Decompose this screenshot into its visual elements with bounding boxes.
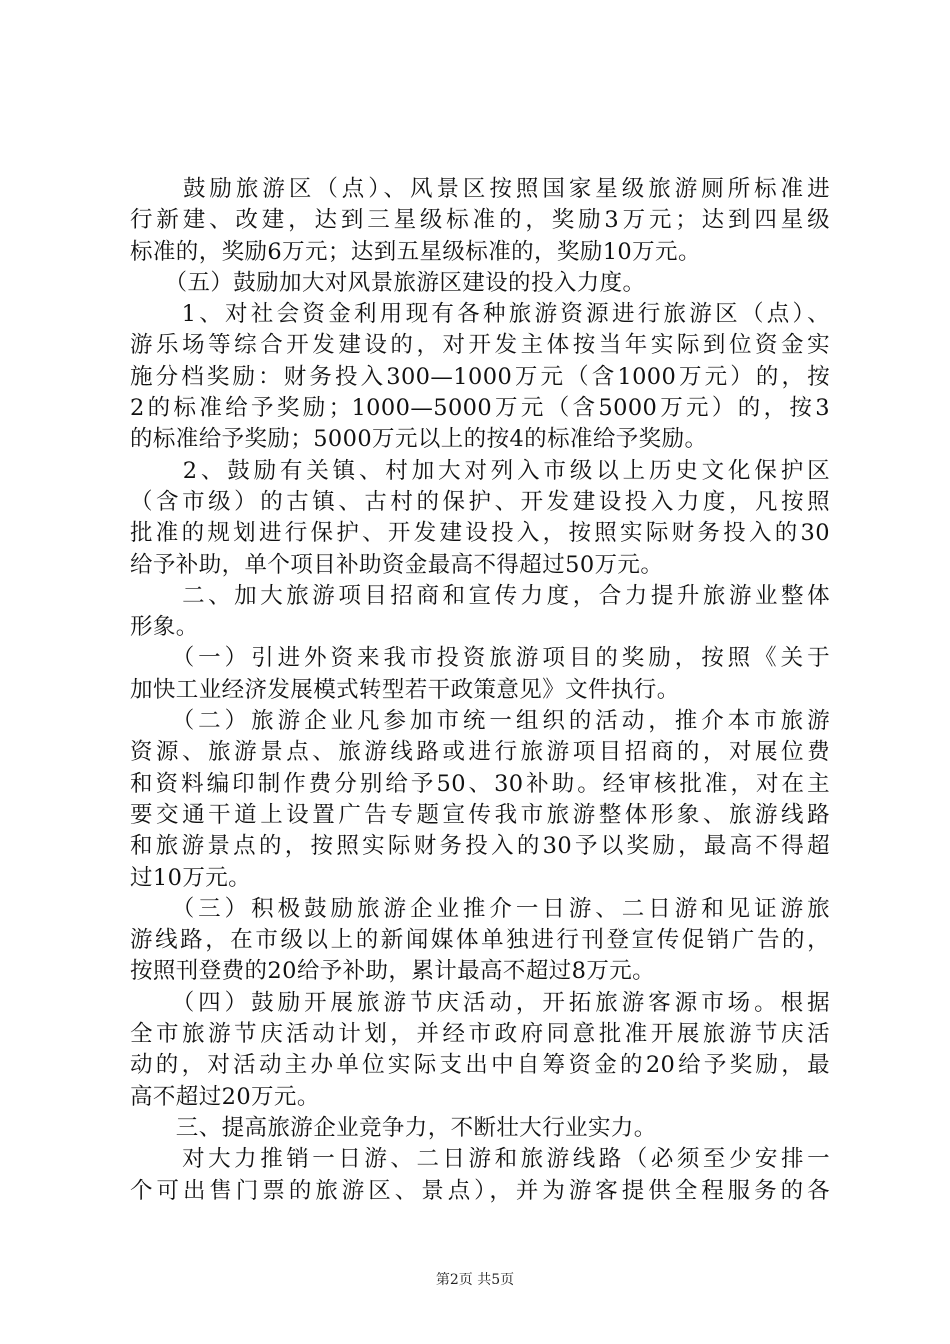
text-line: 2、鼓励有关镇、村加大对列入市级以上历史文化保护区 [130,457,830,484]
text-line: 加快工业经济发展模式转型若干政策意见》文件执行。 [130,676,680,703]
text-line: （四）鼓励开展旅游节庆活动，开拓旅游客源市场。根据 [130,989,830,1016]
text-line: 动的，对活动主办单位实际支出中自筹资金的20给予奖励，最 [130,1052,830,1079]
text-line: 要交通干道上设置广告专题宣传我市旅游整体形象、旅游线路 [130,801,830,828]
text-line: 和资料编印制作费分别给予50、30补助。经审核批准，对在主 [130,770,830,797]
text-line: 游线路，在市级以上的新闻媒体单独进行刊登宣传促销广告的， [130,927,830,954]
text-line: 按照刊登费的20给予补助，累计最高不超过8万元。 [130,958,656,985]
text-line: 行新建、改建，达到三星级标准的，奖励3万元；达到四星级 [130,207,830,234]
text-line: （三）积极鼓励旅游企业推介一日游、二日游和见证游旅 [130,895,830,922]
text-line: 1、对社会资金利用现有各种旅游资源进行旅游区（点）、 [130,301,830,328]
text-line: 高不超过20万元。 [130,1083,320,1110]
text-line: （一）引进外资来我市投资旅游项目的奖励，按照《关于 [130,645,830,672]
text-line: 的标准给予奖励；5000万元以上的按4的标准给予奖励。 [130,426,708,453]
text-line: 资源、旅游景点、旅游线路或进行旅游项目招商的，对展位费 [130,739,830,766]
text-line: 和旅游景点的，按照实际财务投入的30予以奖励，最高不得超 [130,833,830,860]
document-body [130,174,830,1207]
text-line: 对大力推销一日游、二日游和旅游线路（必须至少安排一 [130,1146,830,1173]
text-line: 给予补助，单个项目补助资金最高不得超过50万元。 [130,551,664,578]
text-line: 三、提高旅游企业竞争力，不断壮大行业实力。 [130,1114,657,1141]
text-line: （五）鼓励加大对风景旅游区建设的投入力度。 [130,269,646,296]
text-line: 形象。 [130,614,199,641]
text-line: 2的标准给予奖励；1000—5000万元（含5000万元）的，按3 [130,395,830,422]
text-line: 个可出售门票的旅游区、景点），并为游客提供全程服务的各 [130,1177,830,1204]
text-line: 游乐场等综合开发建设的，对开发主体按当年实际到位资金实 [130,332,830,359]
text-line: 二、加大旅游项目招商和宣传力度，合力提升旅游业整体 [130,582,830,609]
text-line: 全市旅游节庆活动计划，并经市政府同意批准开展旅游节庆活 [130,1021,830,1048]
text-line: （二）旅游企业凡参加市统一组织的活动，推介本市旅游 [130,708,830,735]
page-footer: 第2页 共5页 [435,1272,515,1288]
text-line: 施分档奖励：财务投入300—1000万元（含1000万元）的，按 [130,363,830,390]
text-line: 过10万元。 [130,864,252,891]
text-line: 批准的规划进行保护、开发建设投入，按照实际财务投入的30 [130,520,830,547]
text-line: （含市级）的古镇、古村的保护、开发建设投入力度，凡按照 [130,488,830,515]
text-line: 标准的，奖励6万元；达到五星级标准的，奖励10万元。 [130,238,701,265]
text-line: 鼓励旅游区（点）、风景区按照国家星级旅游厕所标准进 [130,176,830,202]
